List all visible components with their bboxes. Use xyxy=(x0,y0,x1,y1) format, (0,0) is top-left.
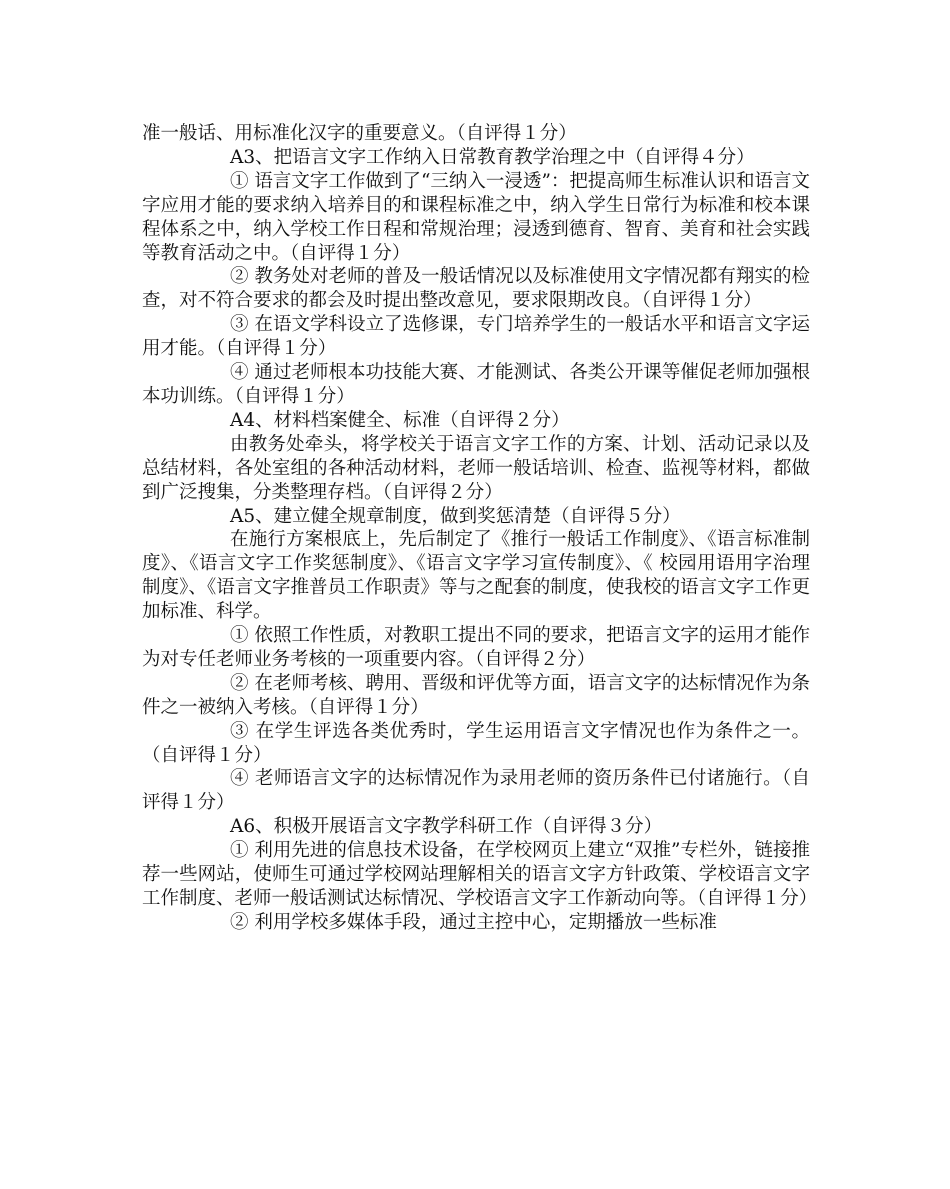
paragraph-a4-body: 由教务处牵头，将学校关于语言文字工作的方案、计划、活动记录以及总结材料，各处室组的各种活动材料，老师一般话培训、检查、监视等材料，都做到广泛搜集，分类整理存档。（自评得２分） xyxy=(142,433,810,503)
heading-a3: A3、把语言文字工作纳入日常教育教学治理之中（自评得４分） xyxy=(230,146,755,168)
document-page xyxy=(142,122,818,935)
paragraph-a5-body: 在施行方案根底上，先后制定了《推行一般话工作制度》、《语言标准制度》、《语言文字工作奖惩制度》、《语言文字学习宣传制度》、《 校园用语用字治理制度》、《语言文字推普员工作职责》等与之配套的制度，使我校的语言文字工作更加标准、科学。 xyxy=(142,529,810,623)
paragraph-a6-item-1: ① 利用先进的信息技术设备，在学校网页上建立“双推”专栏外，链接推荐一些网站，使师生可通过学校网站理解相关的语言文字方针政策、学校语言文字工作制度、老师一般话测试达标情况、学校语言文字工作新动向等。（自评得１分） xyxy=(142,840,818,909)
heading-a5: A5、建立健全规章制度，做到奖惩清楚（自评得５分） xyxy=(230,505,681,527)
paragraph-a3-item-1: ① 语言文字工作做到了“三纳入一浸透”：把提高师生标准认识和语言文字应用才能的要求纳入培养目的和课程标准之中，纳入学生日常行为标准和校本课程体系之中，纳入学校工作日程和常规治理；浸透到德育、智育、美育和社会实践等教育活动之中。（自评得１分） xyxy=(142,170,810,264)
paragraph-a3-item-4: ④ 通过老师根本功技能大赛、才能测试、各类公开课等催促老师加强根本功训练。（自评得１分） xyxy=(142,362,810,407)
paragraph-intro-continuation: 准一般话、用标准化汉字的重要意义。（自评得１分） xyxy=(142,123,577,144)
paragraph-a3-item-3: ③ 在语文学科设立了选修课，专门培养学生的一般话水平和语言文字运用才能。（自评得１分） xyxy=(142,314,810,360)
paragraph-a5-item-4: ④ 老师语言文字的达标情况作为录用老师的资历条件已付诸施行。（自评得１分） xyxy=(142,768,810,814)
paragraph-a5-item-3: ③ 在学生评选各类优秀时，学生运用语言文字情况也作为条件之一。（自评得１分） xyxy=(142,720,810,766)
heading-a6: A6、积极开展语言文字教学科研工作（自评得３分） xyxy=(230,816,663,838)
paragraph-a3-item-2: ② 教务处对老师的普及一般话情况以及标准使用文字情况都有翔实的检查，对不符合要求的都会及时提出整改意见，要求限期改良。（自评得１分） xyxy=(142,266,810,312)
heading-a4: A4、材料档案健全、标准（自评得２分） xyxy=(230,409,570,431)
paragraph-a5-item-1: ① 依照工作性质，对教职工提出不同的要求，把语言文字的运用才能作为对专任老师业务考核的一项重要内容。（自评得２分） xyxy=(142,625,810,670)
paragraph-a6-item-2: ② 利用学校多媒体手段，通过主控中心，定期播放一些标准 xyxy=(230,911,717,933)
paragraph-a5-item-2: ② 在老师考核、聘用、晋级和评优等方面，语言文字的达标情况作为条件之一被纳入考核。（自评得１分） xyxy=(142,672,810,718)
